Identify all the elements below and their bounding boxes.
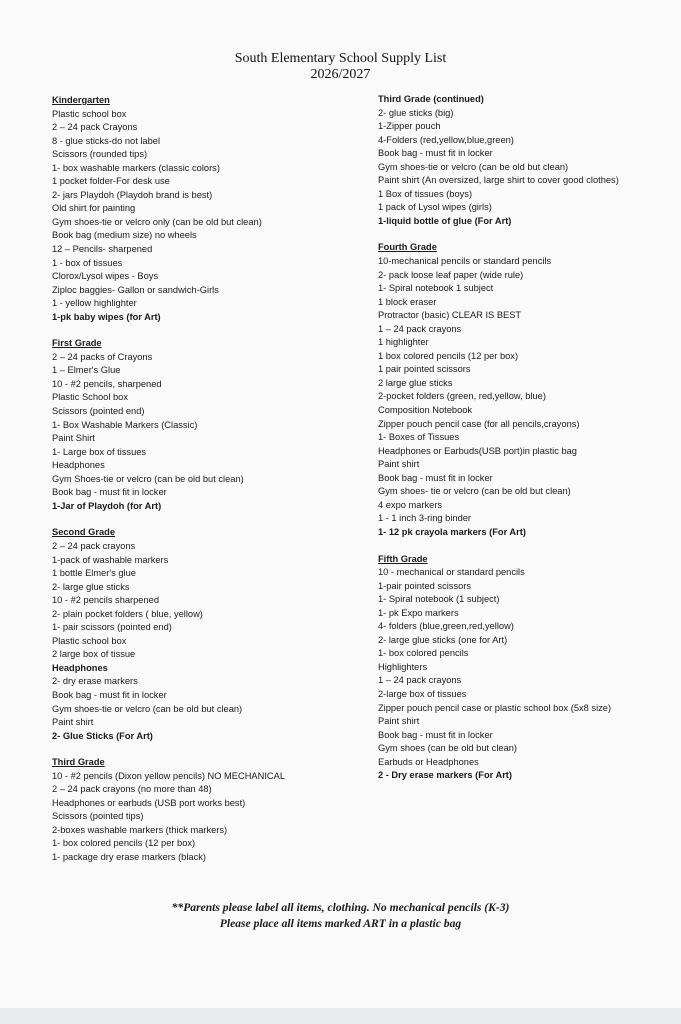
supply-item: Scissors (pointed end) bbox=[52, 406, 145, 417]
supply-item: Book bag - must fit in locker bbox=[52, 487, 167, 498]
supply-item: 2 - Dry erase markers (For Art) bbox=[378, 770, 513, 781]
supply-item: Plastic school box bbox=[52, 635, 127, 646]
supply-item: 1-Jar of Playdoh (for Art) bbox=[52, 500, 162, 511]
supply-item: Paint Shirt bbox=[52, 433, 95, 444]
supply-item: 2 – 24 pack Crayons bbox=[52, 122, 138, 133]
section-kindergarten bbox=[52, 94, 352, 324]
supply-item: Book bag (medium size) no wheels bbox=[52, 230, 197, 241]
supply-item: 2 – 24 pack crayons (no more than 48) bbox=[52, 784, 212, 795]
supply-item: 1- Boxes of Tissues bbox=[378, 432, 460, 443]
supply-item: 2- jars Playdoh (Playdoh brand is best) bbox=[52, 189, 213, 200]
left-column bbox=[52, 94, 352, 865]
supply-item: Earbuds or Headphones bbox=[378, 756, 479, 767]
section-heading: Third Grade (continued) bbox=[378, 94, 484, 104]
supply-item: 1- package dry erase markers (black) bbox=[52, 851, 206, 862]
supply-item: Protractor (basic) CLEAR IS BEST bbox=[378, 310, 522, 321]
supply-item: Scissors (pointed tips) bbox=[52, 811, 144, 822]
supply-item: 12 – Pencils- sharpened bbox=[52, 244, 153, 255]
supply-item: 1 – 24 pack crayons bbox=[378, 323, 462, 334]
supply-item: Gym shoes- tie or velcro (can be old but clean) bbox=[378, 486, 571, 497]
supply-item: Headphones bbox=[52, 460, 105, 471]
supply-item: 2- glue sticks (big) bbox=[378, 107, 454, 118]
supply-item: 1-liquid bottle of glue (For Art) bbox=[378, 215, 512, 226]
section-heading: Kindergarten bbox=[52, 95, 110, 105]
supply-item: 4 expo markers bbox=[378, 499, 443, 510]
supply-item: Gym shoes-tie or velcro (can be old but clean) bbox=[52, 703, 243, 714]
supply-item: 1-pk baby wipes (for Art) bbox=[52, 311, 161, 322]
supply-item: 1 Box of tissues (boys) bbox=[378, 188, 473, 199]
section-heading: Fourth Grade bbox=[378, 242, 437, 253]
supply-item: Scissors (rounded tips) bbox=[52, 149, 148, 160]
supply-item: Zipper pouch pencil case (for all pencils,crayons) bbox=[378, 418, 580, 429]
supply-item: Headphones or earbuds (USB port works best) bbox=[52, 797, 246, 808]
section-fourth-grade bbox=[378, 241, 678, 539]
supply-item: 2 – 24 packs of Crayons bbox=[52, 351, 153, 362]
supply-item: 1- box washable markers (classic colors) bbox=[52, 162, 220, 173]
supply-item: 1- pair scissors (pointed end) bbox=[52, 622, 172, 633]
supply-item: 10-mechanical pencils or standard pencils bbox=[378, 256, 552, 267]
supply-item: 2- pack loose leaf paper (wide rule) bbox=[378, 269, 524, 280]
supply-item: 1- Box Washable Markers (Classic) bbox=[52, 419, 198, 430]
footer-note-art: Please place all items marked ART in a plastic bag bbox=[219, 917, 462, 930]
supply-item: 1-pack of washable markers bbox=[52, 554, 169, 565]
supply-item: 2- large glue sticks (one for Art) bbox=[378, 634, 508, 645]
supply-item: 2-boxes washable markers (thick markers) bbox=[52, 824, 228, 835]
section-second-grade bbox=[52, 526, 352, 743]
supply-item: Old shirt for painting bbox=[52, 203, 136, 214]
supply-item: Gym shoes-tie or velcro (can be old but clean) bbox=[378, 161, 569, 172]
supply-item: Book bag - must fit in locker bbox=[378, 148, 493, 159]
school-year: 2026/2027 bbox=[310, 67, 371, 82]
supply-item: 4-Folders (red,yellow,blue,green) bbox=[378, 134, 514, 145]
supply-item: Paint shirt bbox=[378, 459, 420, 470]
supply-item: 2- dry erase markers bbox=[52, 676, 138, 687]
supply-item: 4- folders (blue,green,red,yellow) bbox=[378, 621, 514, 632]
footer-notes bbox=[0, 900, 681, 932]
supply-item: Paint shirt bbox=[378, 716, 420, 727]
supply-item: 10 - #2 pencils (Dixon yellow pencils) NO MECHANICAL bbox=[52, 770, 286, 781]
supply-item: 10 - #2 pencils sharpened bbox=[52, 595, 159, 606]
supply-item: 1 block eraser bbox=[378, 296, 437, 307]
supply-item: 1-Zipper pouch bbox=[378, 121, 441, 132]
section-first-grade bbox=[52, 337, 352, 513]
supply-item: Ziploc baggies- Gallon or sandwich-Girls bbox=[52, 284, 219, 295]
section-fifth-grade bbox=[378, 553, 678, 783]
supply-item: Headphones or Earbuds(USB port)in plastic bag bbox=[378, 445, 577, 456]
footer-note-label: **Parents please label all items, clothing. No mechanical pencils (K-3) bbox=[171, 901, 510, 914]
supply-item: 1 box colored pencils (12 per box) bbox=[378, 350, 519, 361]
section-heading: Third Grade bbox=[52, 757, 105, 768]
supply-item: Gym shoes-tie or velcro only (can be old but clean) bbox=[52, 216, 262, 227]
supply-item: 1 highlighter bbox=[378, 337, 429, 348]
supply-item: 1 – Elmer's Glue bbox=[52, 365, 121, 376]
supply-item: Paint shirt (An oversized, large shirt to cover good clothes) bbox=[378, 175, 619, 186]
supply-item: 2 large box of tissue bbox=[52, 649, 136, 660]
supply-item: 2 – 24 pack crayons bbox=[52, 540, 136, 551]
bottom-bar bbox=[0, 1008, 681, 1024]
supply-item: 2- Glue Sticks (For Art) bbox=[52, 730, 153, 741]
supply-item: Clorox/Lysol wipes - Boys bbox=[52, 271, 159, 282]
supply-item: 1- Large box of tissues bbox=[52, 446, 147, 457]
section-third-grade bbox=[52, 756, 352, 864]
supply-item: Book bag - must fit in locker bbox=[378, 472, 493, 483]
document-title: South Elementary School Supply List bbox=[234, 51, 447, 66]
supply-item: 1- 12 pk crayola markers (For Art) bbox=[378, 526, 526, 537]
section-heading: Second Grade bbox=[52, 527, 116, 538]
supply-item: 1 pack of Lysol wipes (girls) bbox=[378, 202, 492, 213]
supply-item: 1-pair pointed scissors bbox=[378, 580, 472, 591]
section-heading: Fifth Grade bbox=[378, 553, 428, 564]
supply-item: Plastic school box bbox=[52, 108, 127, 119]
supply-item: Zipper pouch pencil case or plastic school box (5x8 size) bbox=[378, 702, 612, 713]
document-title-block bbox=[0, 51, 681, 83]
supply-item: 1- Spiral notebook (1 subject) bbox=[378, 594, 500, 605]
supply-item: Composition Notebook bbox=[378, 405, 473, 416]
supply-item: 1- Spiral notebook 1 subject bbox=[378, 283, 494, 294]
supply-item: 10 - mechanical or standard pencils bbox=[378, 567, 525, 578]
supply-item: 1 - 1 inch 3-ring binder bbox=[378, 513, 472, 524]
supply-item: Book bag - must fit in locker bbox=[378, 729, 493, 740]
supply-item: 1 - yellow highlighter bbox=[52, 298, 137, 309]
supply-item: 2 large glue sticks bbox=[378, 377, 453, 388]
supply-item: 2-pocket folders (green, red,yellow, blue) bbox=[378, 391, 546, 402]
supply-item: 1 pocket folder-For desk use bbox=[52, 176, 170, 187]
supply-item: Book bag - must fit in locker bbox=[52, 689, 167, 700]
supply-item: 8 - glue sticks-do not label bbox=[52, 135, 161, 146]
section-third-grade-continued bbox=[378, 93, 678, 228]
right-column bbox=[378, 93, 678, 783]
supply-item: 1- pk Expo markers bbox=[378, 607, 459, 618]
supply-item: 1 - box of tissues bbox=[52, 257, 123, 268]
supply-item: 1 pair pointed scissors bbox=[378, 364, 471, 375]
supply-item: 1- box colored pencils bbox=[378, 648, 469, 659]
supply-item: Gym shoes (can be old but clean) bbox=[378, 743, 518, 754]
supply-item: 1- box colored pencils (12 per box) bbox=[52, 838, 196, 849]
supply-item: 10 - #2 pencils, sharpened bbox=[52, 378, 162, 389]
supply-item: Highlighters bbox=[378, 661, 428, 672]
supply-item: Plastic School box bbox=[52, 392, 128, 403]
supply-item: 2-large box of tissues bbox=[378, 688, 467, 699]
supply-item: Paint shirt bbox=[52, 717, 94, 728]
supply-item: 2- plain pocket folders ( blue, yellow) bbox=[52, 608, 203, 619]
supply-item: Gym Shoes-tie or velcro (can be old but clean) bbox=[52, 473, 244, 484]
supply-item: 1 – 24 pack crayons bbox=[378, 675, 462, 686]
supply-item: Headphones bbox=[52, 662, 108, 673]
supply-item: 1 bottle Elmer's glue bbox=[52, 568, 136, 579]
supply-item: 2- large glue sticks bbox=[52, 581, 130, 592]
section-heading: First Grade bbox=[52, 338, 102, 349]
